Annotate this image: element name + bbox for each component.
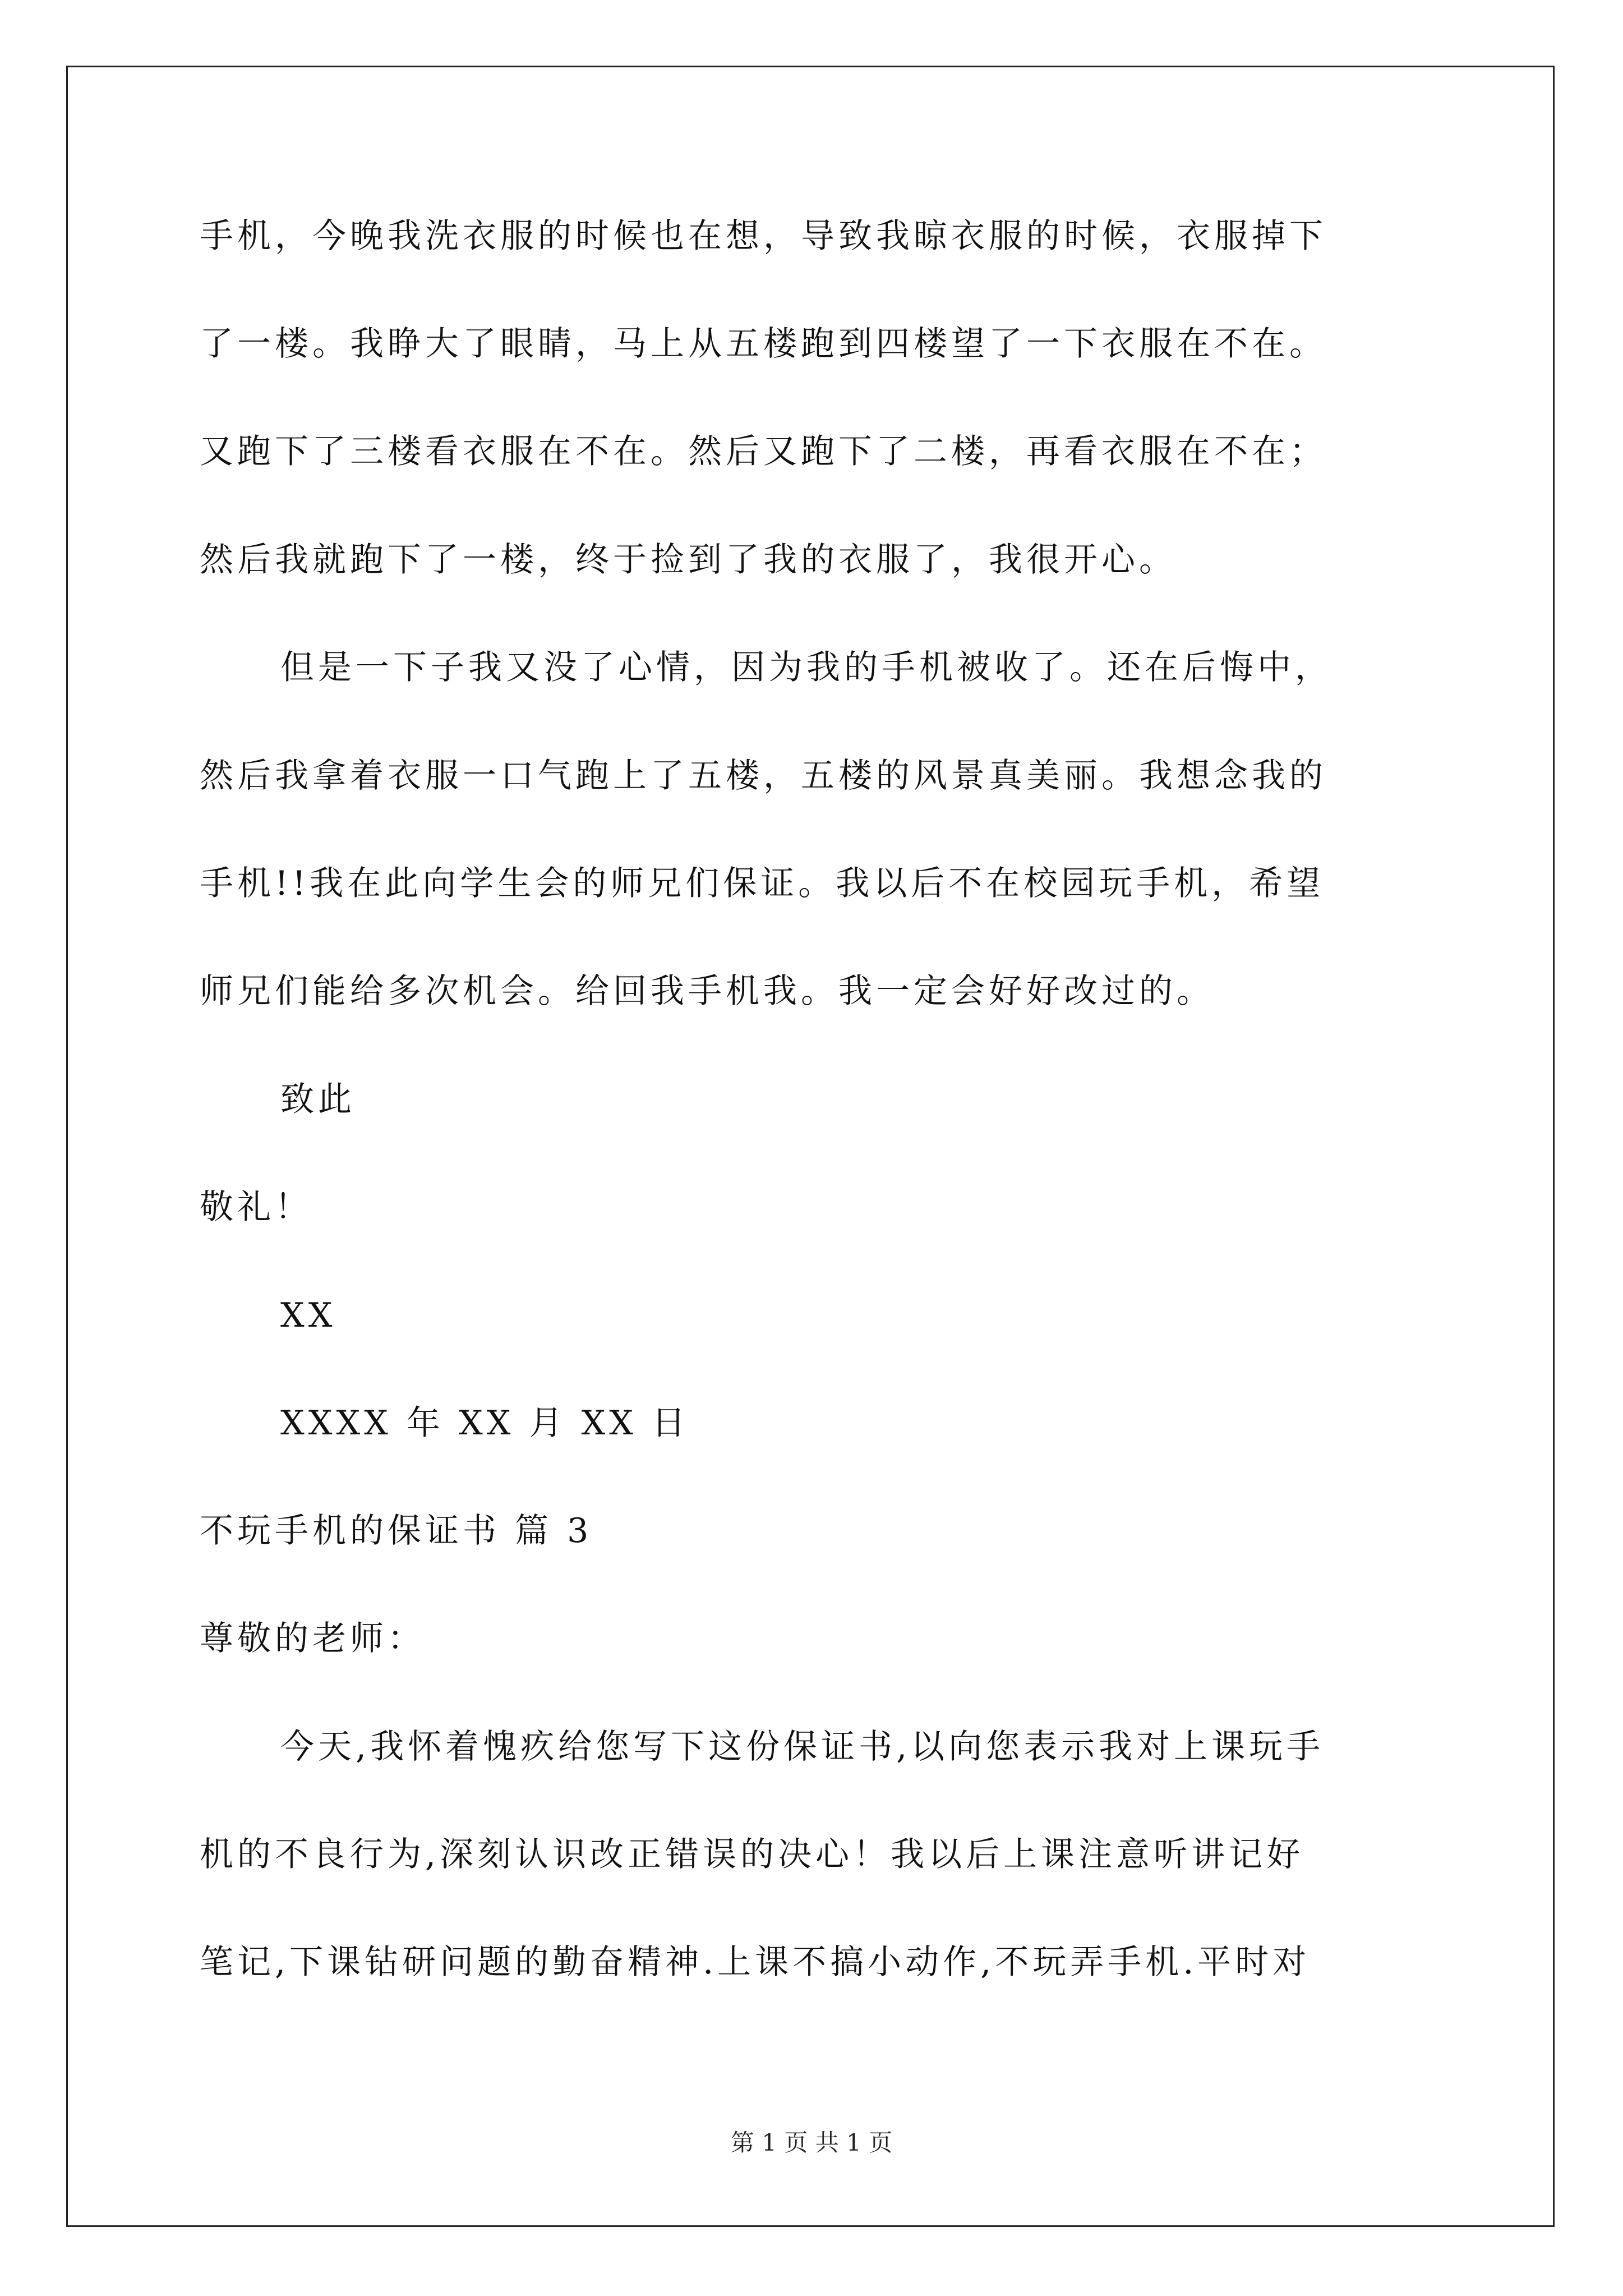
body-line-1: 手机，今晚我洗衣服的时候也在想，导致我晾衣服的时候，衣服掉下 <box>200 217 1327 256</box>
body-line-6: 然后我拿着衣服一口气跑上了五楼，五楼的风景真美丽。我想念我的 <box>200 756 1327 795</box>
body-line-8: 师兄们能给多次机会。给回我手机我。我一定会好好改过的。 <box>200 972 1214 1011</box>
letter-greeting: 尊敬的老师： <box>200 1619 425 1658</box>
body-line-3: 又跑下了三楼看衣服在不在。然后又跑下了二楼，再看衣服在不在； <box>200 432 1327 471</box>
closing-phrase: 致此 <box>280 1080 356 1119</box>
body-line-11: 笔记,下课钻研问题的勤奋精神.上课不搞小动作,不玩弄手机.平时对 <box>200 1943 1311 1982</box>
signature-name: XX <box>280 1296 336 1335</box>
body-line-10: 机的不良行为,深刻认识改正错误的决心！我以后上课注意听讲记好 <box>200 1835 1304 1874</box>
page-footer: 第 1 页 共 1 页 <box>730 2129 893 2156</box>
body-line-4: 然后我就跑下了一楼，终于捡到了我的衣服了，我很开心。 <box>200 540 1177 579</box>
page-border <box>66 66 1555 2227</box>
body-line-7: 手机!!我在此向学生会的师兄们保证。我以后不在校园玩手机，希望 <box>200 864 1325 903</box>
body-line-5: 但是一下子我又没了心情，因为我的手机被收了。还在后悔中， <box>280 648 1332 687</box>
body-line-9: 今天,我怀着愧疚给您写下这份保证书,以向您表示我对上课玩手 <box>280 1727 1325 1766</box>
signature-date: XXXX 年 XX 月 XX 日 <box>280 1404 690 1443</box>
section-heading: 不玩手机的保证书 篇 3 <box>200 1511 593 1550</box>
salutation-closing: 敬礼！ <box>200 1188 312 1227</box>
body-line-2: 了一楼。我睁大了眼睛，马上从五楼跑到四楼望了一下衣服在不在。 <box>200 324 1327 364</box>
